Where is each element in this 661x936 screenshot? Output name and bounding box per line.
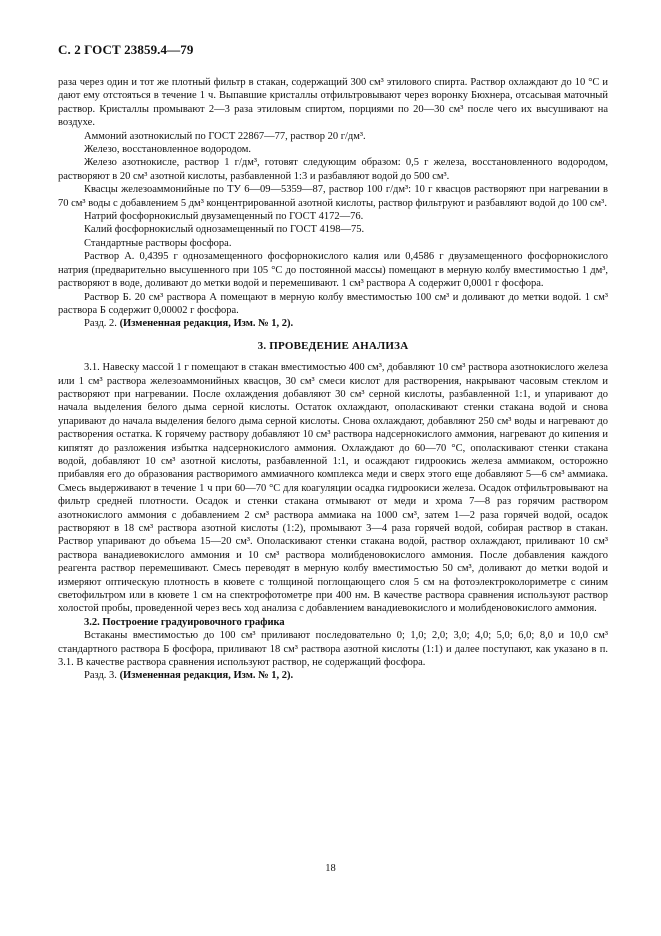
paragraph: Калий фосфорнокислый однозамещенный по ГОСТ 4198—75.	[84, 224, 365, 236]
page-number: 18	[325, 863, 336, 874]
paragraph-3-1: 3.1. Навеску массой 1 г помещают в стакан вместимостью 400 см³, добавляют 10 см³ раствора азотнокислого железа или 1 см³ раствора железоаммонийных квасцов, 30 см³ смеси кислот для растворения, накрывают часовым стеклом и растворяют при нагревании. После охлаждения добавляют 30 см³ серной кислоты, разбавленной 1:1, и упаривают до начала выделения белого дыма серной кислоты. Остаток охлаждают, ополаскивают стенки стакана водой и снова упаривают до начала выделения белого дыма серной кислоты. Снова охлаждают, добавляют 250 см³ воды и нагревают до растворения остатка. К горячему раствору добавляют 10 см³ раствора надсернокислого аммония, нагревают до кипения и кипятят до разложения избытка надсернокислого аммония. Охлаждают до 60—70 °С, ополаскивают стенки стакана водой, добавляют 10 см³ азотной кислоты, разбавленной 1:1, и осаждают гидроокись железа аммиаком, осторожно прибавляя его до образования растворимого аммиачного комплекса меди и сверх этого еще добавляют 5—6 см³ аммиака. Смесь выдерживают в течение 1 ч при 60—70 °С для коагуляции осадка гидроокиси железа. Осадок отфильтровывают на фильтр средней плотности. Осадок и стенки стакана отмывают от меди и хрома 7—8 раз горячим раствором азотнокислого аммония с добавлением 2 см³ раствора аммиака на 1000 см³, затем 1—2 раза горячей водой, осадок растворяют в 18 см³ раствора азотной кислоты (1:2), промывают 3—4 раза горячей водой, собирая раствор в стакан. Раствор упаривают до объема 15—20 см³. Ополаскивают стенки стакана водой, раствор охлаждают, приливают 10 см³ раствора ванадиевокислого аммония и 10 см³ раствора молибденовокислого аммония. После добавления каждого реагента раствор перемешивают. Смесь переводят в мерную колбу вместимостью 50 см³, доливают до метки водой и измеряют оптическую плотность в кювете с толщиной поглощающего слоя 5 см на фотоэлектроколориметре с синим светофильтром или в кювете 1 см на спектрофотометре при 400 нм. В качестве раствора сравнения используют раствор холостой пробы, проведенной через весь ход анализа с добавлением ванадиевокислого и молибденовокислого аммония.	[58, 362, 608, 615]
paragraph: Железо азотнокисле, раствор 1 г/дм³, готовят следующим образом: 0,5 г железа, восстановленного водородом, растворяют в 20 см³ азотной кислоты, разбавленной 1:3 и разбавляют водой до 500 см³.	[58, 157, 608, 182]
subsection-title: 3.2. Построение градуировочного графика	[84, 616, 285, 628]
paragraph-3-2: Вcтаканы вместимостью до 100 см³ приливают последовательно 0; 1,0; 2,0; 3,0; 4,0; 5,0; 6,0; 8,0 и 10,0 см³ стандартного раствора Б фосфора, приливают 18 см³ раствора азотной кислоты (1:1) и далее поступают, как указано в п. 3.1. В качестве раствора сравнения используют раствор, не содержащий фосфора.	[58, 630, 608, 669]
note-prefix: Разд. 3.	[84, 670, 117, 682]
amendment-note	[58, 317, 608, 330]
note-text: (Измененная редакция, Изм. № 1, 2).	[119, 670, 294, 682]
paragraph: Квасцы железоаммонийные по ТУ 6—09—5359—87, раствор 100 г/дм³: 10 г квасцов растворяют при нагревании в 70 см³ воды с добавлением 5 дм³ концентрированной азотной кислоты, раствор фильтруют и разбавляют водой до 100 см³.	[58, 184, 608, 209]
page-header: С. 2 ГОСТ 23859.4—79	[58, 42, 194, 57]
amendment-note	[58, 669, 608, 682]
paragraph: Стандартные растворы фосфора.	[84, 237, 232, 249]
note-text: (Измененная редакция, Изм. № 1, 2).	[119, 318, 294, 330]
paragraph: Раствор А. 0,4395 г однозамещенного фосфорнокислого калия или 0,4586 г двузамещенного фосфорнокислого натрия (предварительно высушенного при 105 °С до постоянной массы) помещают в мерную колбу вместимостью 1 дм³, растворяют в воде, доливают до метки водой и перемешивают. 1 см³ раствора А содержит 0,0001 г фосфора.	[58, 251, 608, 290]
paragraph: Аммоний азотнокислый по ГОСТ 22867—77, раствор 20 г/дм³.	[84, 130, 366, 142]
paragraph: Железо, восстановленное водородом.	[84, 144, 252, 156]
note-prefix: Разд. 2.	[84, 318, 117, 330]
paragraph: раза через один и тот же плотный фильтр в стакан, содержащий 300 см³ этилового спирта. Раствор охлаждают до 10 °С и дают ему отстояться в течение 1 ч. Выпавшие кристаллы отфильтровывают через воронку Бюхнера, отсасывая маточный раствор. Кристаллы промывают 2—3 раза этиловым спиртом, порциями по 20—30 см³ после чего их высушивают на воздухе.	[58, 77, 608, 129]
section-title: 3. ПРОВЕДЕНИЕ АНАЛИЗА	[257, 339, 409, 352]
paragraph: Натрий фосфорнокислый двузамещенный по ГОСТ 4172—76.	[84, 211, 364, 223]
page-content	[58, 76, 608, 683]
paragraph: Раствор Б. 20 см³ раствора А помещают в мерную колбу вместимостью 100 см³ и доливают до метки водой. 1 см³ раствора Б содержит 0,00002 г фосфора.	[58, 291, 608, 316]
